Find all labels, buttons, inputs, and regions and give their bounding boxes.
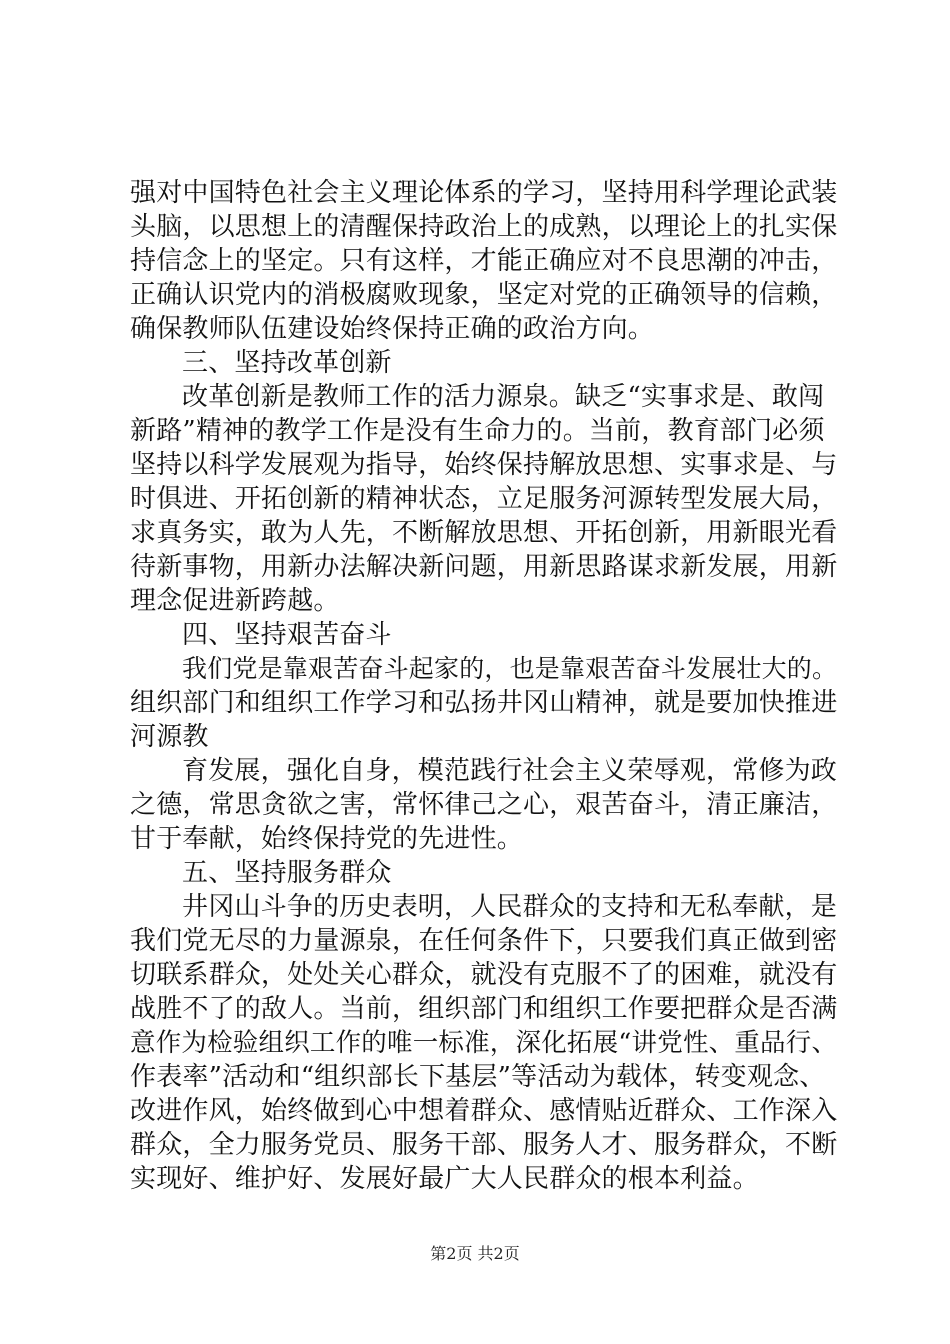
text-line: 井冈山斗争的历史表明，人民群众的支持和无私奉献，是 xyxy=(182,892,838,922)
text-line: 新路”精神的教学工作是没有生命力的。当前，教育部门必须 xyxy=(130,416,825,446)
text-line: 待新事物，用新办法解决新问题，用新思路谋求新发展，用新 xyxy=(130,552,838,582)
text-line: 意作为检验组织工作的唯一标准，深化拓展“讲党性、重品行、 xyxy=(130,1028,838,1058)
text-line: 改革创新是教师工作的活力源泉。缺乏“实事求是、敢闯 xyxy=(182,382,825,412)
text-line: 我们党无尽的力量源泉，在任何条件下，只要我们真正做到密 xyxy=(130,926,838,956)
text-line: 之德，常思贪欲之害，常怀律己之心，艰苦奋斗，清正廉洁， xyxy=(130,790,838,820)
text-line: 持信念上的坚定。只有这样，才能正确应对不良思潮的冲击， xyxy=(130,246,838,276)
text-line: 理念促进新跨越。 xyxy=(130,586,340,616)
text-line: 改进作风，始终做到心中想着群众、感情贴近群众、工作深入 xyxy=(130,1096,838,1126)
text-line: 坚持以科学发展观为指导，始终保持解放思想、实事求是、与 xyxy=(130,450,838,480)
text-line: 时俱进、开拓创新的精神状态，立足服务河源转型发展大局， xyxy=(130,484,838,514)
text-line: 河源教 xyxy=(130,722,209,752)
text-line: 确保教师队伍建设始终保持正确的政治方向。 xyxy=(130,314,655,344)
text-line: 作表率”活动和“组织部长下基层”等活动为载体，转变观念、 xyxy=(130,1062,826,1092)
text-line: 切联系群众，处处关心群众，就没有克服不了的困难，就没有 xyxy=(130,960,838,990)
text-line: 头脑，以思想上的清醒保持政治上的成熟，以理论上的扎实保 xyxy=(130,212,838,242)
section-heading: 五、坚持服务群众 xyxy=(182,858,392,888)
text-line: 组织部门和组织工作学习和弘扬井冈山精神，就是要加快推进 xyxy=(130,688,838,718)
section-heading: 四、坚持艰苦奋斗 xyxy=(182,620,392,650)
text-line: 求真务实，敢为人先，不断解放思想、开拓创新，用新眼光看 xyxy=(130,518,838,548)
text-line: 甘于奉献，始终保持党的先进性。 xyxy=(130,824,524,854)
text-line: 我们党是靠艰苦奋斗起家的，也是靠艰苦奋斗发展壮大的。 xyxy=(182,654,838,683)
text-line: 正确认识党内的消极腐败现象，坚定对党的正确领导的信赖， xyxy=(130,280,838,310)
text-line: 战胜不了的敌人。当前，组织部门和组织工作要把群众是否满 xyxy=(130,994,838,1024)
text-line: 实现好、维护好、发展好最广大人民群众的根本利益。 xyxy=(130,1164,759,1194)
section-heading: 三、坚持改革创新 xyxy=(182,348,392,378)
text-line: 育发展，强化自身，模范践行社会主义荣辱观，常修为政 xyxy=(182,756,838,786)
page-number-footer: 第2页 共2页 xyxy=(430,1244,520,1263)
text-line: 强对中国特色社会主义理论体系的学习，坚持用科学理论武装 xyxy=(130,178,838,208)
document-body xyxy=(130,176,838,1196)
text-line: 群众，全力服务党员、服务干部、服务人才、服务群众，不断 xyxy=(130,1130,838,1160)
